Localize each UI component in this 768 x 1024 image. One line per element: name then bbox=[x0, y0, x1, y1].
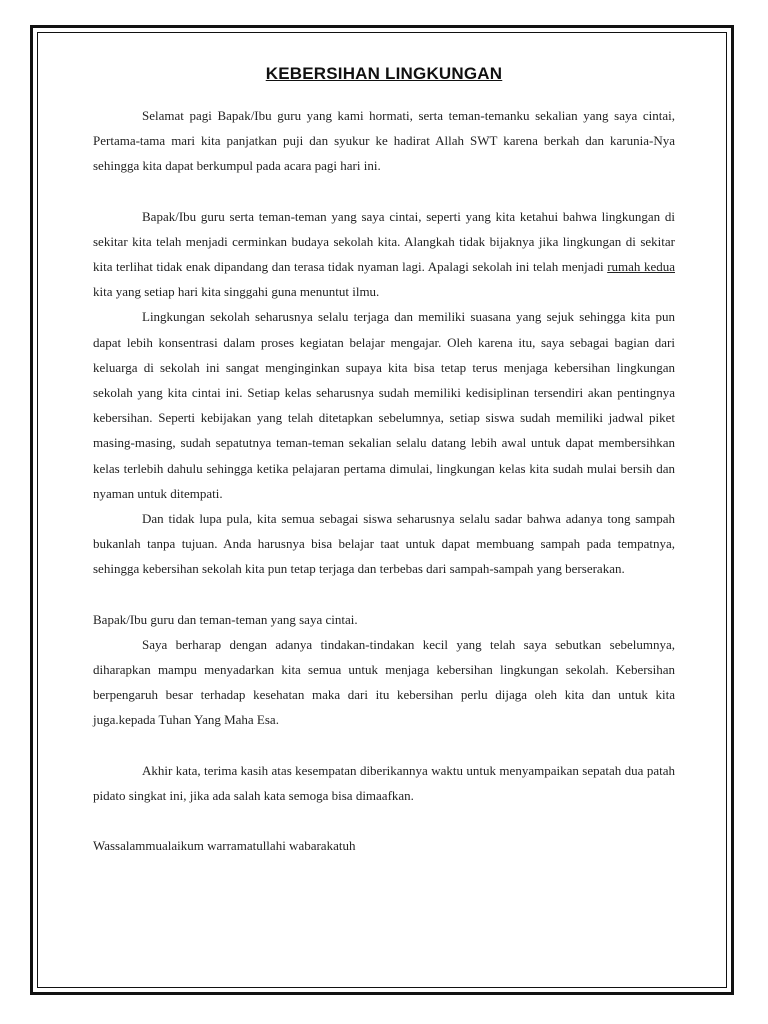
document-body bbox=[93, 62, 675, 858]
underlined-phrase: rumah kedua bbox=[607, 259, 675, 275]
paragraph-school-environment: Lingkungan sekolah seharusnya selalu terjaga dan memiliki suasana yang sejuk sehingga kita pun dapat lebih konsentrasi dalam proses kegiatan belajar mengajar. Oleh karena itu, saya sebagai bagian dari keluarga di sekolah ini sangat menginginkan supaya kita bisa tetap terus menjaga kebersihan lingkungan sekolah yang kita cintai ini. Setiap kelas seharusnya sudah memiliki kedisiplinan tersendiri akan pentingnya kebersihan. Seperti kebijakan yang telah ditetapkan sebelumnya, setiap siswa sudah memiliki jadwal piket masing-masing, sudah sepatutnya teman-teman sekalian selalu datang lebih awal untuk dapat membersihkan kelas terlebih dahulu sehingga ketika pelajaran pertama dimulai, lingkungan kelas kita sudah mulai bersih dan nyaman untuk ditempati. bbox=[93, 309, 675, 501]
paragraph-environment-text-2: kita yang setiap hari kita singgahi guna menuntut ilmu. bbox=[93, 284, 380, 300]
paragraph-spacer bbox=[93, 582, 675, 607]
document-title: KEBERSIHAN LINGKUNGAN bbox=[265, 64, 503, 83]
paragraph-hope: Saya berharap dengan adanya tindakan-tindakan kecil yang telah saya sebutkan sebelumnya, diharapkan mampu menyadarkan kita semua untuk menjaga kebersihan lingkungan sekolah. Kebersihan berpengaruh besar terhadap kesehatan maka dari itu kebersihan perlu dijaga oleh kita dan untuk kita juga.kepada Tuhan Yang Maha Esa. bbox=[93, 636, 675, 728]
paragraph-spacer bbox=[93, 733, 675, 758]
paragraph-salutation: Wassalammualaikum warramatullahi wabarakatuh bbox=[93, 838, 356, 854]
paragraph-environment-text-1: Bapak/Ibu guru serta teman-teman yang saya cintai, seperti yang kita ketahui bahwa lingkungan di sekitar kita telah menjadi cerminkan budaya sekolah kita. Alangkah tidak bijaknya jika lingkungan di sekitar kita terlihat tidak enak dipandang dan terasa tidak nyaman lagi. Apalagi sekolah ini telah menjadi bbox=[93, 208, 675, 275]
paragraph-greeting: Selamat pagi Bapak/Ibu guru yang kami hormati, serta teman-temanku sekalian yang saya cintai, Pertama-tama mari kita panjatkan puji dan syukur ke hadirat Allah SWT karena berkah dan karunia-Nya sehingga kita dapat berkumpul pada acara pagi hari ini. bbox=[93, 108, 675, 174]
paragraph-trash-bin: Dan tidak lupa pula, kita semua sebagai siswa seharusnya selalu sadar bahwa adanya tong sampah bukanlah tanpa tujuan. Anda harusnya bisa belajar taat untuk dapat membuang sampah pada tempatnya, sehingga kebersihan sekolah kita pun tetap terjaga dan terbebas dari sampah-sampah yang berserakan. bbox=[93, 511, 675, 577]
paragraph-spacer bbox=[93, 179, 675, 204]
paragraph-closing: Akhir kata, terima kasih atas kesempatan diberikannya waktu untuk menyampaikan sepatah dua patah pidato singkat ini, jika ada salah kata semoga bisa dimaafkan. bbox=[93, 762, 675, 803]
paragraph-spacer bbox=[93, 808, 675, 833]
paragraph-address: Bapak/Ibu guru dan teman-teman yang saya cintai. bbox=[93, 611, 358, 627]
paragraph-environment bbox=[93, 204, 675, 305]
